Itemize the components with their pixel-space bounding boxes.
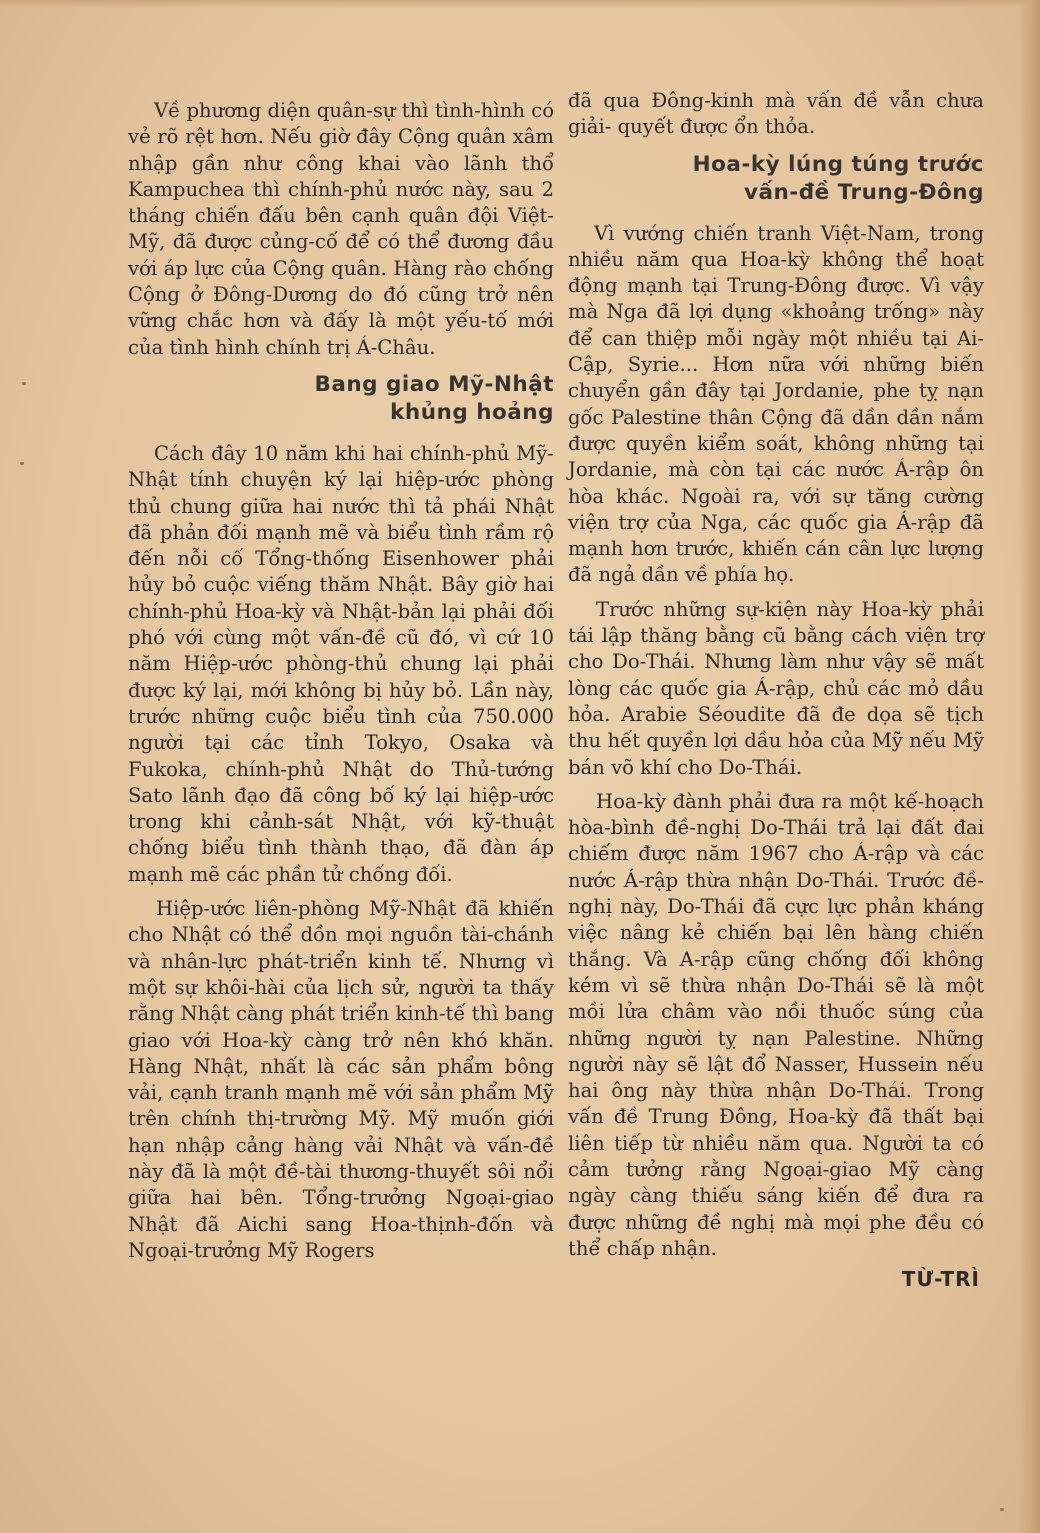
page-right-edge [1018,0,1040,1533]
section-heading-middle-east [568,151,984,207]
section-heading-us-japan [128,371,554,427]
paper-speck [22,382,26,385]
heading-line: khủng hoảng [390,399,554,425]
author-signature: TỪ-TRÌ [901,1267,980,1292]
heading-line: Bang giao Mỹ-Nhật [314,371,554,397]
left-column [128,98,554,1264]
paragraph-trade: Hiệp-ước liên-phòng Mỹ-Nhật đã khiến cho Nhật có thể dồn mọi nguồn tài-chánh và nhân-lực phát-triển kinh tế. Nhưng vì một sự khôi-hài của lịch sử, người ta thấy rằng Nhật càng phát triển kinh-tế thì bang giao với Hoa-kỳ càng trở nên khó khăn. Hàng Nhật, nhất là các sản phẩm bông vải, cạnh tranh mạnh mẽ với sản phẩm Mỹ trên chính thị-trường Mỹ. Mỹ muốn giới hạn nhập cảng hàng vải Nhật và vấn-đề này đã là một đề-tài thương-thuyết sôi nổi giữa hai bên. Tổng-trưởng Ngoại-giao Nhật đã Aichi sang Hoa-thịnh-đốn và Ngoại-trưởng Mỹ Rogers [128,897,554,1262]
paragraph-vietnam-war: Vì vướng chiến tranh Việt-Nam, trong nhiều năm qua Hoa-kỳ không thể hoạt động mạnh tại Trung-Đông được. Vì vậy mà Nga đã lợi dụng «khoảng trống» này để can thiệp mỗi ngày một nhiều tại Ai-Cập, Syrie... Hơn nữa với những biến chuyển gần đây tại Jordanie, phe tỵ nạn gốc Palestine thân Cộng đã dần dần nắm được quyền kiểm soát, không những tại Jordanie, mà còn tại các nước Á-rập ôn hòa khác. Ngoài ra, với sự tăng cường viện trợ của Nga, các quốc gia Á-rập đã mạnh hơn trước, khiến cán cân lực lượng đã ngả dần về phía họ. [568,221,984,587]
paragraph-continuation: đã qua Đông-kinh mà vấn đề vẫn chưa giải- quyết được ổn thỏa. [568,89,984,139]
right-column [568,88,984,1292]
paper-speck [20,462,24,465]
heading-line: vấn-đề Trung-Đông [743,179,984,205]
paragraph-balance: Trước những sự-kiện này Hoa-kỳ phải tái lập thăng bằng cũ bằng cách viện trợ cho Do-Thái. Nhưng làm như vậy sẽ mất lòng các quốc gia Á-rập, chủ các mỏ dầu hỏa. Arabie Séoudite đã đe dọa sẽ tịch thu hết quyền lợi dầu hỏa của Mỹ nếu Mỹ bán võ khí cho Do-Thái. [568,597,984,779]
paper-speck [1000,1508,1004,1511]
paragraph-peace-plan: Hoa-kỳ đành phải đưa ra một kế-hoạch hòa-bình đề-nghị Do-Thái trả lại đất đai chiếm được năm 1967 cho Á-rập và các nước Á-rập thừa nhận Do-Thái. Trước đề-nghị này, Do-Thái đã cực lực phản kháng việc nâng kẻ chiến bại lên hàng chiến thắng. Và A-rập cũng chống đối không kém vì sẽ thừa nhận Do-Thái sẽ là một mồi lửa châm vào nồi thuốc súng của những người tỵ nạn Palestine. Những người này sẽ lật đổ Nasser, Hussein nếu hai ông này thừa nhận Do-Thái. Trong vấn đề Trung Đông, Hoa-kỳ đã thất bại liên tiếp từ nhiều năm qua. Người ta có cảm tưởng rằng Ngoại-giao Mỹ càng ngày càng thiếu sáng kiến để đưa ra được những đề nghị mà mọi phe đều có thể chấp nhận. [568,789,984,1260]
paragraph-military: Về phương diện quân-sự thì tình-hình có vẻ rõ rệt hơn. Nếu giờ đây Cộng quân xâm nhập gần như công khai vào lãnh thổ Kampuchea thì chính-phủ nước này, sau 2 tháng chiến đấu bên cạnh quân đội Việt-Mỹ, đã được củng-cố để có thể đương đầu với áp lực của Cộng quân. Hàng rào chống Cộng ở Đông-Dương do đó cũng trở nên vững chắc hơn và đấy là một yếu-tố mới của tình hình chính trị Á-Châu. [128,99,554,359]
page-top-edge [0,0,1040,8]
heading-line: Hoa-kỳ lúng túng trước [692,151,984,177]
paragraph-treaty: Cách đây 10 năm khi hai chính-phủ Mỹ-Nhật tính chuyện ký lại hiệp-ước phòng thủ chung giữa hai nước thì tả phái Nhật đã phản đối mạnh mẽ và biểu tình rầm rộ đến nỗi cố Tổng-thống Eisenhower phải hủy bỏ cuộc viếng thăm Nhật. Bây giờ hai chính-phủ Hoa-kỳ và Nhật-bản lại phải đối phó với cùng một vấn-đề cũ đó, vì cứ 10 năm Hiệp-ước phòng-thủ chung lại phải được ký lại, mới không bị hủy bỏ. Lần này, trước những cuộc biểu tình của 750.000 người tại các tỉnh Tokyo, Osaka và Fukoka, chính-phủ Nhật do Thủ-tướng Sato lãnh đạo đã công bố ký lại hiệp-ước trong khi cảnh-sát Nhật, với kỹ-thuật chống biểu tình thành thạo, đã đàn áp mạnh mẽ các phần tử chống đối. [128,441,554,886]
